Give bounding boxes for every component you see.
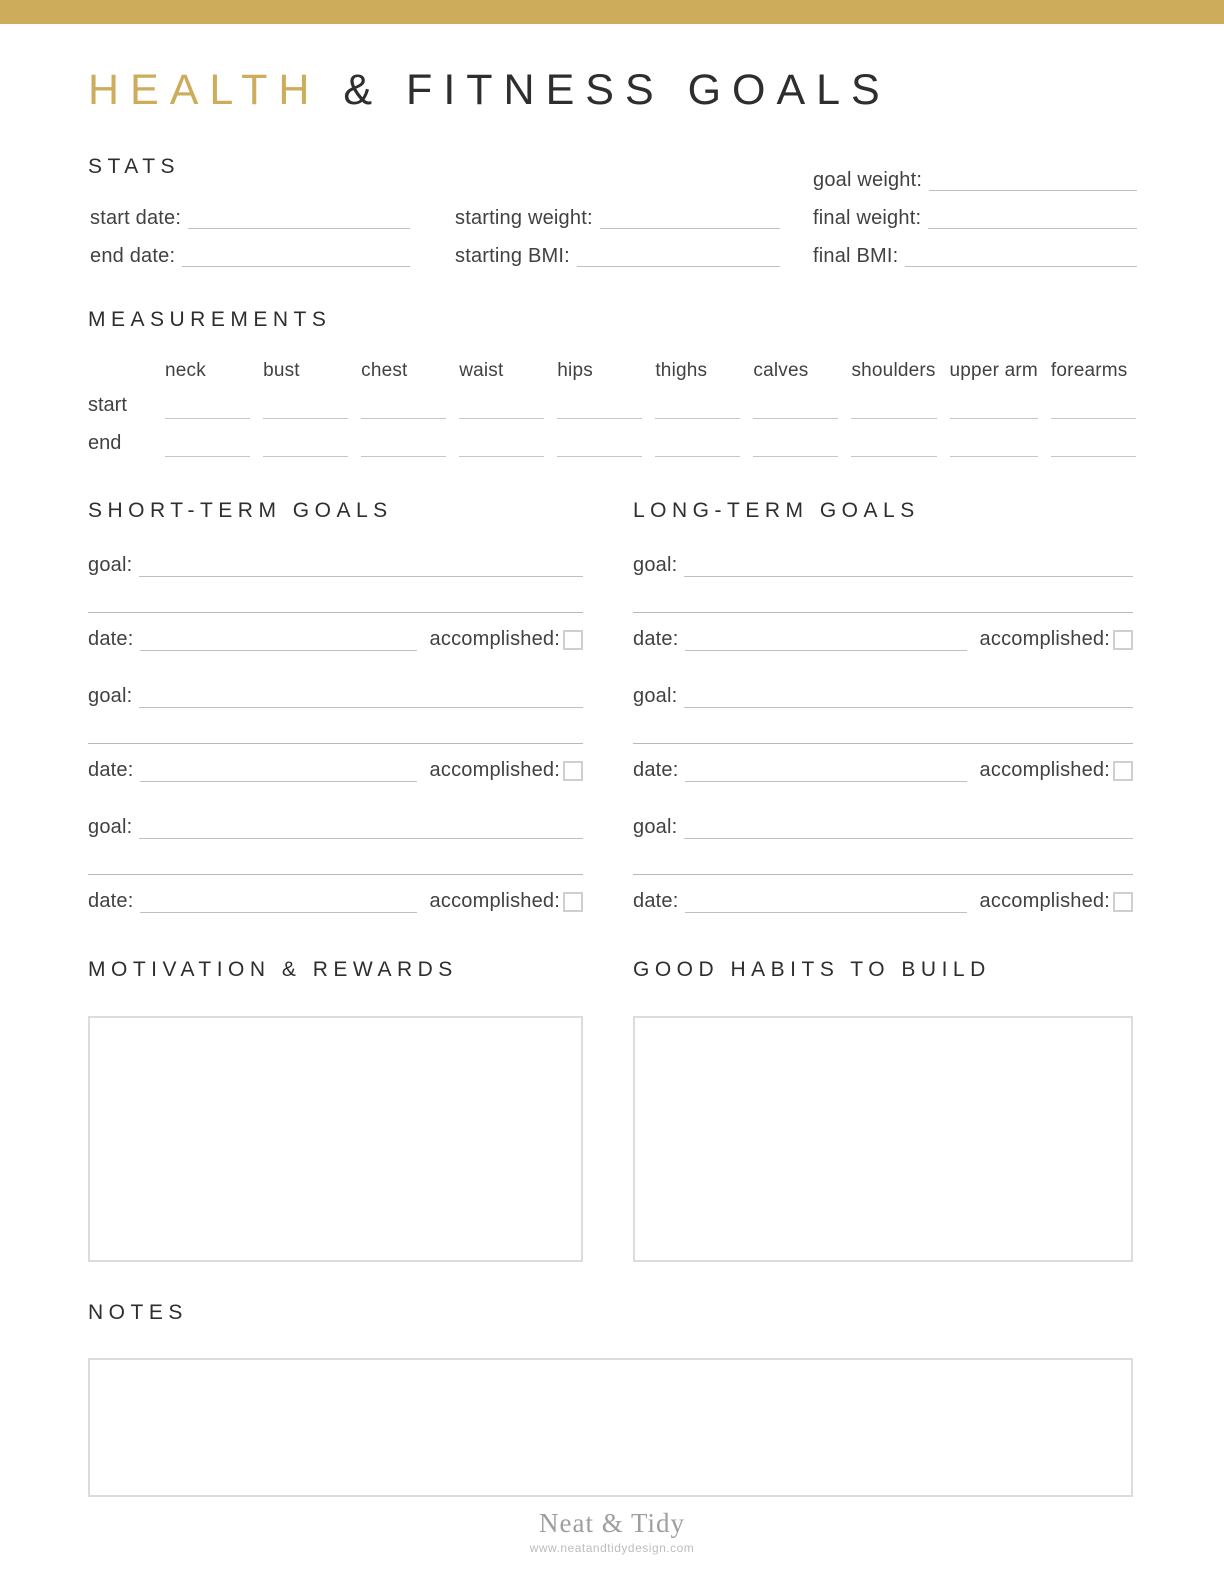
brand-url: www.neatandtidydesign.com (529, 1541, 695, 1555)
meas-field-start-hips[interactable] (557, 382, 642, 419)
goal-weight-label: goal weight: (813, 169, 923, 191)
goal-row (88, 812, 583, 839)
starting-weight-field[interactable] (600, 199, 780, 229)
starting-bmi-label: starting BMI: (455, 245, 570, 267)
date-row (633, 756, 1133, 782)
accomplished-checkbox[interactable] (563, 761, 583, 781)
meas-field-end-bust[interactable] (263, 419, 348, 457)
goal-label: goal: (88, 685, 133, 707)
short-term-goals-heading: SHORT-TERM GOALS (88, 499, 393, 522)
meas-col-chest: chest (361, 360, 408, 381)
meas-field-start-neck[interactable] (165, 382, 250, 419)
habits-heading: GOOD HABITS TO BUILD (633, 958, 991, 981)
final-weight-label: final weight: (813, 207, 922, 229)
goal-field[interactable] (139, 550, 583, 577)
meas-col-neck: neck (165, 360, 206, 381)
goal-field[interactable] (684, 550, 1133, 577)
accomplished-label: accomplished: (429, 628, 560, 650)
measurements-table (88, 360, 1136, 457)
accomplished-label: accomplished: (979, 628, 1110, 650)
end-date-label: end date: (90, 245, 176, 267)
starting-bmi-field[interactable] (577, 237, 780, 267)
goal-field[interactable] (684, 812, 1133, 839)
meas-field-end-upper-arm[interactable] (950, 419, 1038, 457)
motivation-heading: MOTIVATION & REWARDS (88, 958, 458, 981)
meas-field-start-calves[interactable] (753, 382, 838, 419)
page-title (88, 66, 891, 115)
date-row (88, 887, 583, 913)
notes-box[interactable] (88, 1358, 1133, 1497)
date-label: date: (633, 890, 679, 912)
accomplished-label: accomplished: (429, 759, 560, 781)
meas-field-start-shoulders[interactable] (851, 382, 936, 419)
accomplished-label: accomplished: (979, 759, 1110, 781)
date-label: date: (88, 628, 134, 650)
date-label: date: (633, 628, 679, 650)
accomplished-label: accomplished: (979, 890, 1110, 912)
meas-field-end-thighs[interactable] (655, 419, 740, 457)
meas-field-end-hips[interactable] (557, 419, 642, 457)
start-date-label: start date: (90, 207, 182, 229)
end-date-field[interactable] (182, 237, 410, 267)
meas-field-start-upper-arm[interactable] (950, 382, 1038, 419)
meas-col-bust: bust (263, 360, 300, 381)
goal-row (633, 812, 1133, 839)
meas-field-start-chest[interactable] (361, 382, 446, 419)
accomplished-checkbox[interactable] (1113, 761, 1133, 781)
goal-label: goal: (88, 554, 133, 576)
meas-row-end-label: end (88, 432, 122, 454)
goal-continuation-field[interactable] (88, 743, 583, 744)
meas-col-upper-arm: upper arm (949, 360, 1038, 381)
long-term-goals-heading: LONG-TERM GOALS (633, 499, 920, 522)
meas-col-forearms: forearms (1050, 360, 1128, 381)
meas-col-hips: hips (557, 360, 593, 381)
starting-weight-row (455, 199, 780, 229)
goal-label: goal: (88, 816, 133, 838)
meas-col-calves: calves (753, 360, 809, 381)
notes-heading: NOTES (88, 1301, 188, 1324)
date-field[interactable] (140, 887, 416, 913)
meas-field-end-waist[interactable] (459, 419, 544, 457)
goal-row (633, 550, 1133, 577)
goal-continuation-field[interactable] (633, 874, 1133, 875)
goal-weight-field[interactable] (929, 161, 1137, 191)
meas-field-end-chest[interactable] (361, 419, 446, 457)
stats-heading: STATS (88, 155, 181, 178)
accomplished-checkbox[interactable] (1113, 892, 1133, 912)
final-weight-field[interactable] (928, 199, 1137, 229)
date-row (633, 887, 1133, 913)
date-label: date: (88, 759, 134, 781)
goal-continuation-field[interactable] (88, 612, 583, 613)
starting-weight-label: starting weight: (455, 207, 593, 229)
final-weight-row (813, 199, 1137, 229)
date-field[interactable] (140, 756, 416, 782)
date-field[interactable] (140, 625, 416, 651)
date-field[interactable] (685, 756, 966, 782)
date-field[interactable] (685, 625, 966, 651)
top-accent-bar (0, 0, 1224, 24)
goal-field[interactable] (139, 812, 583, 839)
end-date-row (90, 237, 410, 267)
meas-col-waist: waist (459, 360, 504, 381)
meas-row-start-label: start (88, 394, 127, 416)
goal-label: goal: (633, 685, 678, 707)
measurements-heading: MEASUREMENTS (88, 308, 332, 331)
goal-field[interactable] (684, 681, 1133, 708)
goal-continuation-field[interactable] (633, 612, 1133, 613)
accomplished-checkbox[interactable] (563, 630, 583, 650)
meas-field-start-bust[interactable] (263, 382, 348, 419)
date-label: date: (633, 759, 679, 781)
meas-field-start-thighs[interactable] (655, 382, 740, 419)
meas-field-end-forearms[interactable] (1051, 419, 1136, 457)
goal-label: goal: (633, 554, 678, 576)
goal-field[interactable] (139, 681, 583, 708)
goal-row (633, 681, 1133, 708)
meas-col-shoulders: shoulders (851, 360, 936, 381)
goal-row (88, 681, 583, 708)
start-date-row (90, 199, 410, 229)
motivation-box[interactable] (88, 1016, 583, 1262)
meas-field-end-neck[interactable] (165, 419, 250, 457)
meas-field-end-shoulders[interactable] (851, 419, 936, 457)
start-date-field[interactable] (188, 199, 410, 229)
final-bmi-label: final BMI: (813, 245, 899, 267)
date-row (88, 625, 583, 651)
long-term-goals-section (633, 499, 1133, 913)
goal-row (88, 550, 583, 577)
brand-logo: Neat & Tidy (538, 1508, 686, 1538)
final-bmi-row (813, 237, 1137, 267)
goal-weight-row (813, 161, 1137, 191)
date-label: date: (88, 890, 134, 912)
meas-field-start-waist[interactable] (459, 382, 544, 419)
goal-continuation-field[interactable] (88, 874, 583, 875)
goal-continuation-field[interactable] (633, 743, 1133, 744)
meas-field-end-calves[interactable] (753, 419, 838, 457)
measurements-corner (88, 360, 152, 382)
goal-label: goal: (633, 816, 678, 838)
short-term-goals-section (88, 499, 583, 913)
date-field[interactable] (685, 887, 966, 913)
page-title-accent: HEALTH (88, 66, 321, 114)
accomplished-label: accomplished: (429, 890, 560, 912)
date-row (88, 756, 583, 782)
accomplished-checkbox[interactable] (1113, 630, 1133, 650)
final-bmi-field[interactable] (905, 237, 1137, 267)
date-row (633, 625, 1133, 651)
meas-col-thighs: thighs (655, 360, 708, 381)
page-title-rest: & FITNESS GOALS (343, 66, 891, 114)
accomplished-checkbox[interactable] (563, 892, 583, 912)
habits-box[interactable] (633, 1016, 1133, 1262)
starting-bmi-row (455, 237, 780, 267)
meas-field-start-forearms[interactable] (1051, 382, 1136, 419)
